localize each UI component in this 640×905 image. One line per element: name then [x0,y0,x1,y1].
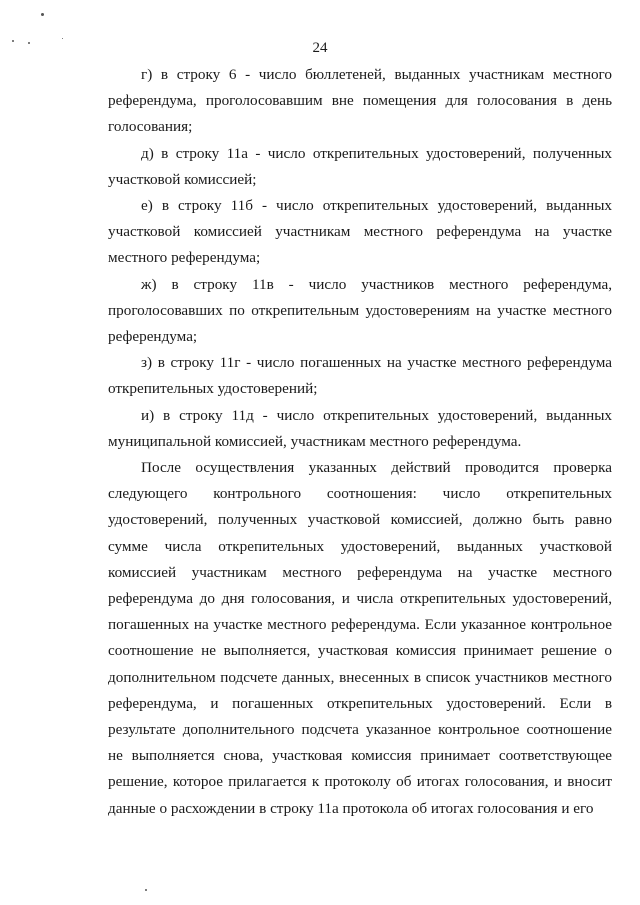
scan-speck [41,13,44,16]
list-item-z: з) в строку 11г - число погашенных на участке местного референдума открепительных удостоверений; [108,354,612,398]
scan-speck [145,889,147,891]
main-paragraph: После осуществления указанных действий проводится проверка следующего контрольного соотношения: число открепительных удостоверений, полученных участковой комиссией, должно быть равно сумме числа открепительных удостоверений, выданных участковой комиссией участникам местного референдума на участке местного референдума до дня голосования, и числа открепительных удостоверений, погашенных на участке местного референдума. Если указанное контрольное соотношение не выполняется, участковая комиссия принимает решение о дополнительном подсчете данных, внесенных в список участников местного референдума, и погашенных открепительных удостоверений. Если в результате дополнительного подсчета указанное контрольное соотношение не выполняется снова, участковая комиссия принимает соответствующее решение, которое прилагается к протоколу об итогах голосования, и вносит данные о расхождении в строку 11а протокола об итогах голосования и его [108,459,612,817]
page-number: 24 [312,40,328,56]
list-item-g: г) в строку 6 - число бюллетеней, выданных участникам местного референдума, проголосовавшим вне помещения для голосования в день голосования; [108,66,612,136]
document-body [108,62,612,822]
list-item-i: и) в строку 11д - число открепительных удостоверений, выданных муниципальной комиссией, участникам местного референдума. [108,406,612,450]
list-item-zh: ж) в строку 11в - число участников местного референдума, проголосовавших по открепительным удостоверениям на участке местного референдума; [108,275,612,346]
list-item-e: е) в строку 11б - число открепительных удостоверений, выданных участковой комиссией участникам местного референдума на участке местного референдума; [108,197,612,267]
scan-speck [62,38,63,39]
list-item-d: д) в строку 11а - число открепительных удостоверений, полученных участковой комиссией; [108,144,612,188]
